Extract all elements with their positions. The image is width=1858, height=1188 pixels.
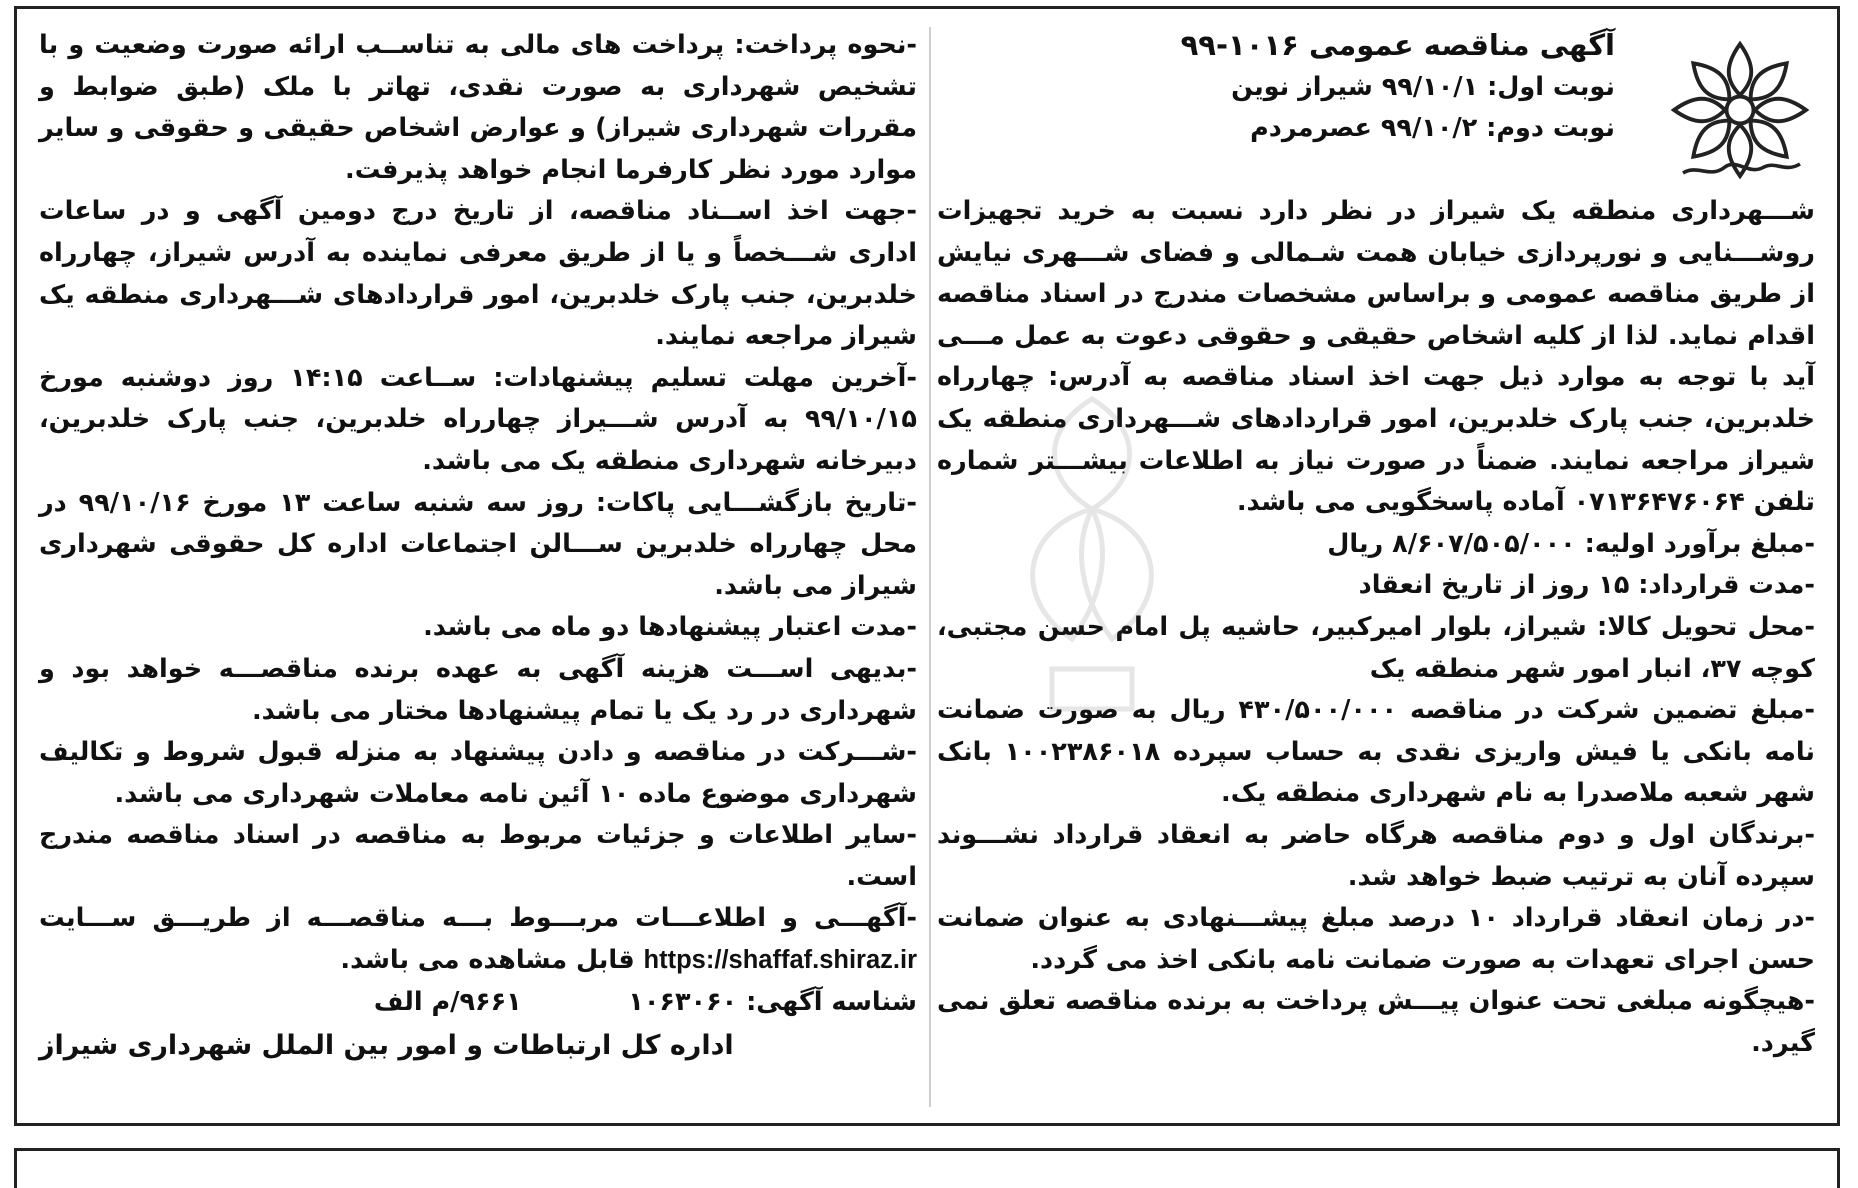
opening-item: -تاریخ بازگشـــایی پاکات: روز سه شنبه ساعت ۱۳ مورخ ۹۹/۱۰/۱۶ در محل چهارراه خلدبرین ســـالن اجتماعات اداره کل حقوقی شهرداری شیراز می باشد. bbox=[39, 487, 918, 601]
website-link[interactable]: https://shaffaf.shiraz.ir bbox=[643, 946, 917, 975]
website-item bbox=[39, 898, 917, 981]
right-column bbox=[937, 25, 1815, 1064]
deadline-item: -آخرین مهلت تسلیم پیشنهادات: ســاعت ۱۴:۱۵ روز دوشنبه مورخ ۹۹/۱۰/۱۵ به آدرس شـــیراز چهارراه خلدبرین، جنب پارک خلدبرین، دبیرخانه شهرداری منطقه یک می باشد. bbox=[39, 362, 917, 476]
ad-code: ۹۶۶۱/م الف bbox=[373, 986, 522, 1017]
validity-item: -مدت اعتبار پیشنهادها دو ماه می باشد. bbox=[423, 612, 917, 643]
ad-id: شناسه آگهی: ۱۰۶۳۰۶۰ bbox=[628, 986, 917, 1017]
delivery-item: -محل تحویل کالا: شیراز، بلوار امیرکبیر، حاشیه پل امام حسن مجتبی، کوچه ۳۷، انبار امور شهر منطقه یک bbox=[937, 611, 1815, 684]
duration-item: -مدت قرارداد: ۱۵ روز از تاریخ انعقاد bbox=[1358, 570, 1815, 601]
estimate-item: -مبلغ برآورد اولیه: ۸/۶۰۷/۵۰۵/۰۰۰ ریال bbox=[1327, 528, 1815, 559]
tender-advertisement bbox=[14, 6, 1840, 1126]
website-suffix: قابل مشاهده می باشد. bbox=[340, 945, 635, 976]
left-column bbox=[39, 25, 917, 1067]
other-info-item: -سایر اطلاعات و جزئیات مربوط به مناقصه در اسناد مناقصه مندرج است. bbox=[39, 820, 917, 892]
documents-item: -جهت اخذ اســناد مناقصه، از تاریخ درج دومین آگهی و در ساعات اداری شـــخصاً و یا از طریق معرفی نماینده به آدرس شیراز، چهارراه خلدبرین، جنب پارک خلدبرین، امور قراردادهای شـــهرداری منطقه یک شیراز مراجعه نمایند. bbox=[39, 196, 917, 352]
column-divider bbox=[929, 27, 931, 1107]
issuer-signature: اداره کل ارتباطات و امور بین الملل شهرداری شیراز bbox=[39, 1030, 734, 1062]
guarantee-item: -مبلغ تضمین شرکت در مناقصه ۴۳۰/۵۰۰/۰۰۰ ریال به صورت ضمانت نامه بانکی یا فیش واریزی نقدی به حساب سپرده ۱۰۰۲۳۸۶۰۱۸ بانک شهر شعبه ملاصدرا به نام شهرداری منطقه یک. bbox=[937, 695, 1816, 809]
next-ad-border bbox=[14, 1148, 1840, 1188]
prepayment-item: -هیچگونه مبلغی تحت عنوان پیـــش پرداخت به برنده مناقصه تعلق نمی گیرد. bbox=[937, 986, 1815, 1058]
winners-item: -برندگان اول و دوم مناقصه هرگاه حاضر به انعقاد قرارداد نشـــوند سپرده آنان به ترتیب ضبط خواهد شد. bbox=[937, 819, 1815, 892]
ad-header bbox=[937, 25, 1815, 191]
performance-guarantee-item: -در زمان انعقاد قرارداد ۱۰ درصد مبلغ پیشـــنهادی به عنوان ضمانت حسن اجرای تعهدات به صورت ضمانت نامه بانکی اخذ می گردد. bbox=[937, 903, 1815, 975]
payment-item: -نحوه پرداخت: پرداخت های مالی به تناســب ارائه صورت وضعیت و با تشخیص شهرداری به صورت نقدی، تهاتر با ملک (طبق ضوابط و مقررات شهرداری شیراز) و عوارض اشخاص حقیقی و حقوقی و سایر موارد مورد نظر کارفرما انجام خواهد پذیرفت. bbox=[39, 30, 917, 185]
ad-id-line bbox=[39, 982, 917, 1024]
shiraz-municipality-logo-icon bbox=[1665, 35, 1815, 185]
ad-title: آگهی مناقصه عمومی ۱۰۱۶-۹۹ bbox=[1180, 28, 1615, 62]
second-round: نوبت دوم: ۹۹/۱۰/۲ عصرمردم bbox=[1250, 113, 1615, 144]
ad-cost-item: -بدیهی اســـت هزینه آگهی به عهده برنده مناقصـــه خواهد بود و شهرداری در رد یک یا تمام پیشنهادها مختار می باشد. bbox=[39, 653, 917, 726]
intro-paragraph: شـــهرداری منطقه یک شیراز در نظر دارد نسبت به خرید تجهیزات روشـــنایی و نورپردازی خیابان همت شـمالی و فضای شـــهری نیایش از طریق مناقصه عمومی و براساس مشخصات مندرج در اسناد مناقصه اقدام نماید. لذا از کلیه اشخاص حقیقی و حقوقی دعوت به عمل مـــی آید با توجه به موارد ذیل جهت اخذ اسناد مناقصه به آدرس: چهارراه خلدبرین، جنب پارک خلدبرین، امور قراردادهای شـــهرداری منطقه یک شیراز مراجعه نمایند. ضمناً در صورت نیاز به اطلاعات بیشـــتر شماره تلفن ۰۷۱۳۶۴۷۶۰۶۴ آماده پاسخگویی می باشد. bbox=[937, 196, 1815, 518]
first-round: نوبت اول: ۹۹/۱۰/۱ شیراز نوین bbox=[1231, 71, 1615, 102]
participation-item: -شـــرکت در مناقصه و دادن پیشنهاد به منزله قبول شروط و تکالیف شهرداری موضوع ماده ۱۰ آئین نامه معاملات شهرداری می باشد. bbox=[39, 737, 917, 809]
website-prefix: -آگهـــی و اطلاعـــات مربـــوط بـــه مناقصـــه از طریـــق ســـایت bbox=[39, 903, 917, 934]
